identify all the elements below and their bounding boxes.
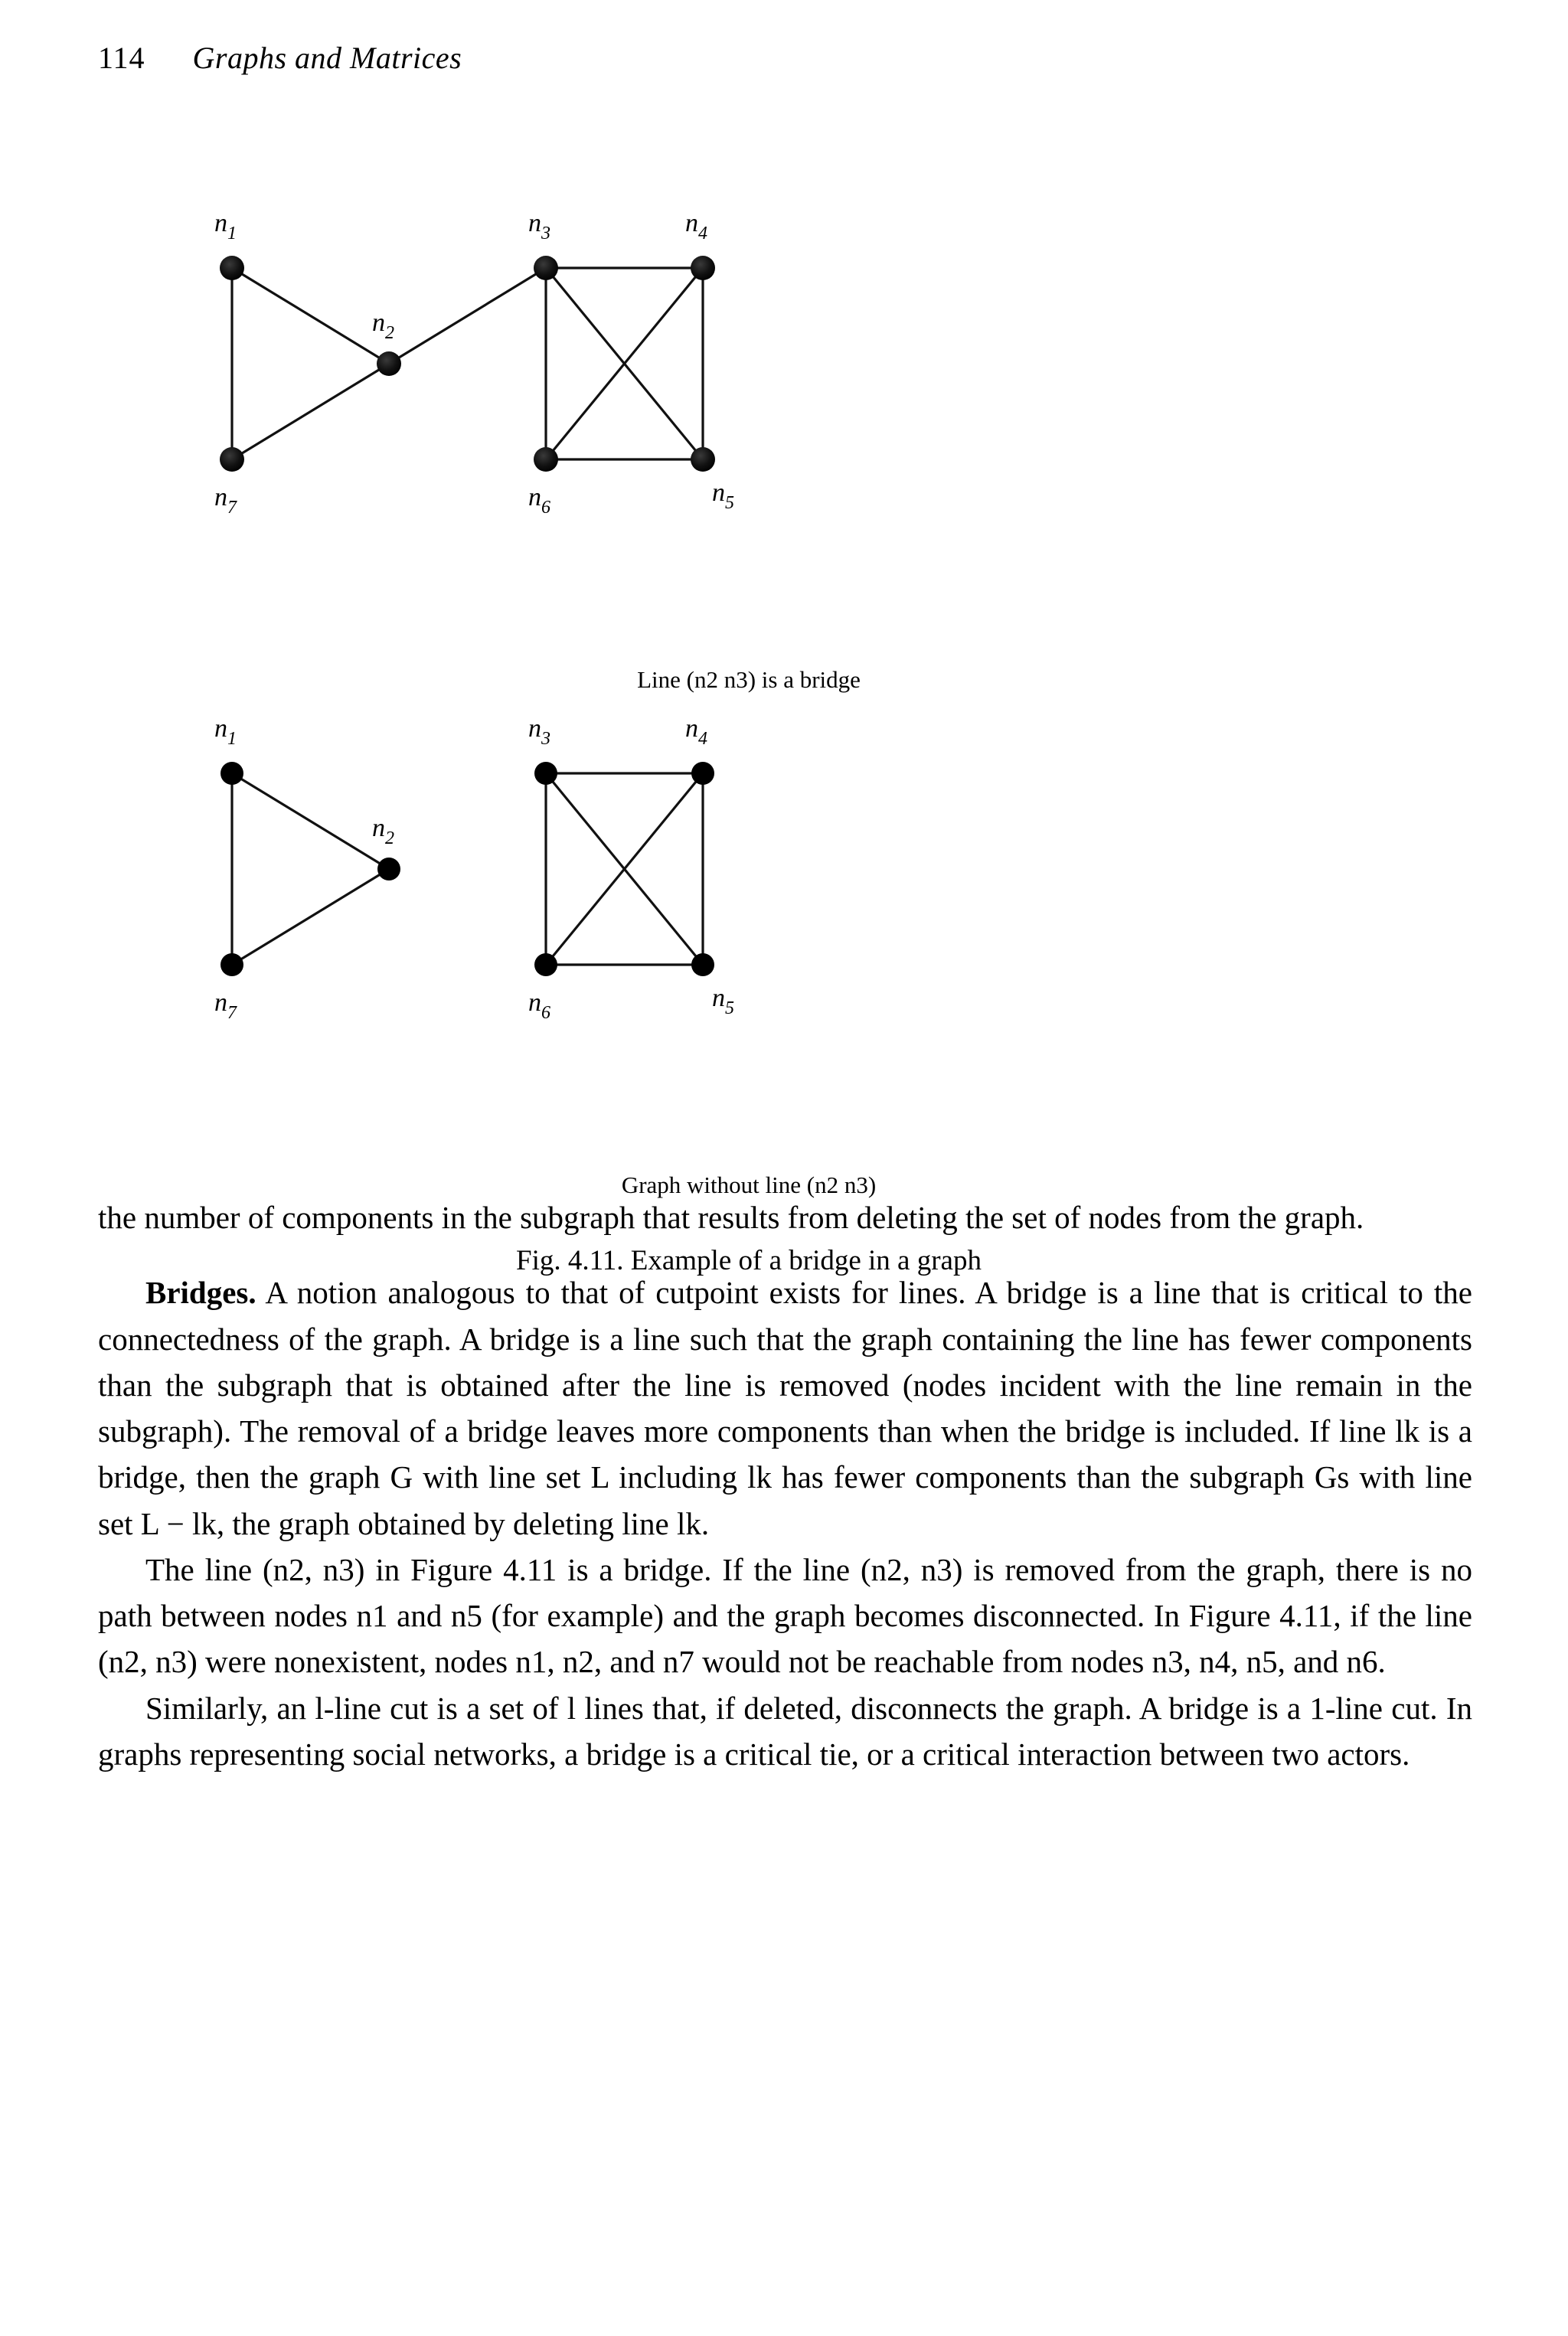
bottom-graph	[214, 714, 734, 1023]
figure-caption-bottom: Fig. 4.11. Example of a bridge in a graph	[516, 1245, 982, 1276]
node-label-n6: $n_6$	[528, 988, 550, 1023]
node-n6	[534, 447, 558, 472]
node-label-n4: $n_4$	[685, 209, 707, 243]
body-text	[98, 1194, 1472, 1777]
edge-n1-n2	[232, 773, 389, 869]
node-n3	[534, 762, 557, 785]
paragraph-2-lead: Bridges.	[145, 1275, 256, 1311]
node-label-n4: $n_4$	[685, 714, 707, 749]
node-n1	[220, 762, 243, 785]
node-n6	[534, 953, 557, 976]
bottom-graph-edges	[232, 773, 703, 965]
paragraph-3: The line (n2, n3) in Figure 4.11 is a bridge. If the line (n2, n3) is removed from the graph, there is no path between nodes n1 and n5 (for example) and the graph becomes disconnected. In Figure 4.11, if the line (n2, n3) were nonexistent, nodes n1, n2, and n7 would not be reachable from nodes n3, n4, n5, and n6.	[98, 1551, 1472, 1680]
node-label-n5: $n_5$	[712, 984, 734, 1018]
figure-caption-top: Line (n2 n3) is a bridge	[637, 666, 861, 693]
paragraph-2-text: A notion analogous to that of cutpoint exists for lines. A bridge is a line that is critical to the connectedness of the graph. A bridge is a line such that the graph containing the line has fewer components than the subgraph that is obtained after the line is removed (nodes incident with the line remain in the subgraph). The removal of a bridge leaves more components than when the bridge is included. If line lk is a bridge, then the graph G with line set L including lk has fewer components than the subgraph Gs with line set L − lk, the graph obtained by deleting line lk.	[98, 1275, 1472, 1541]
node-label-n1: $n_1$	[214, 209, 237, 243]
page-number: 114	[98, 41, 145, 75]
node-n4	[691, 762, 714, 785]
top-graph-node-labels	[214, 209, 734, 518]
node-label-n1: $n_1$	[214, 714, 237, 749]
figure-graphs-svg	[98, 176, 1400, 1248]
node-n5	[691, 447, 715, 472]
node-label-n7: $n_7$	[214, 988, 237, 1023]
top-graph-nodes	[220, 256, 715, 472]
edge-n2-n3	[389, 268, 546, 364]
figure-caption-mid: Graph without line (n2 n3)	[621, 1171, 877, 1198]
node-label-n6: $n_6$	[528, 483, 550, 518]
node-label-n3: $n_3$	[528, 209, 550, 243]
node-label-n5: $n_5$	[712, 479, 734, 513]
page-header	[98, 40, 1400, 86]
node-label-n3: $n_3$	[528, 714, 550, 749]
running-title: Graphs and Matrices	[192, 41, 462, 75]
paragraph-4: Similarly, an l-line cut is a set of l lines that, if deleted, disconnects the graph. A bridge is a 1-line cut. In graphs representing social networks, a bridge is a critical tie, or a critical interaction between two actors.	[98, 1690, 1472, 1772]
top-graph-edges	[232, 268, 703, 459]
edge-n2-n7	[232, 869, 389, 965]
node-n2	[377, 858, 400, 880]
node-n5	[691, 953, 714, 976]
bottom-graph-node-labels	[214, 714, 734, 1023]
node-n4	[691, 256, 715, 280]
node-n7	[220, 447, 244, 472]
node-n2	[377, 351, 401, 376]
paragraph-1: the number of components in the subgraph that results from deleting the set of nodes from the graph.	[98, 1200, 1364, 1235]
node-n3	[534, 256, 558, 280]
edge-n1-n2	[232, 268, 389, 364]
paragraph-2	[98, 1269, 1472, 1547]
bottom-graph-nodes	[220, 762, 714, 976]
node-label-n2: $n_2$	[372, 309, 394, 343]
node-label-n7: $n_7$	[214, 483, 237, 518]
node-n1	[220, 256, 244, 280]
node-n7	[220, 953, 243, 976]
edge-n2-n7	[232, 364, 389, 459]
node-label-n2: $n_2$	[372, 814, 394, 848]
top-graph	[214, 209, 734, 518]
